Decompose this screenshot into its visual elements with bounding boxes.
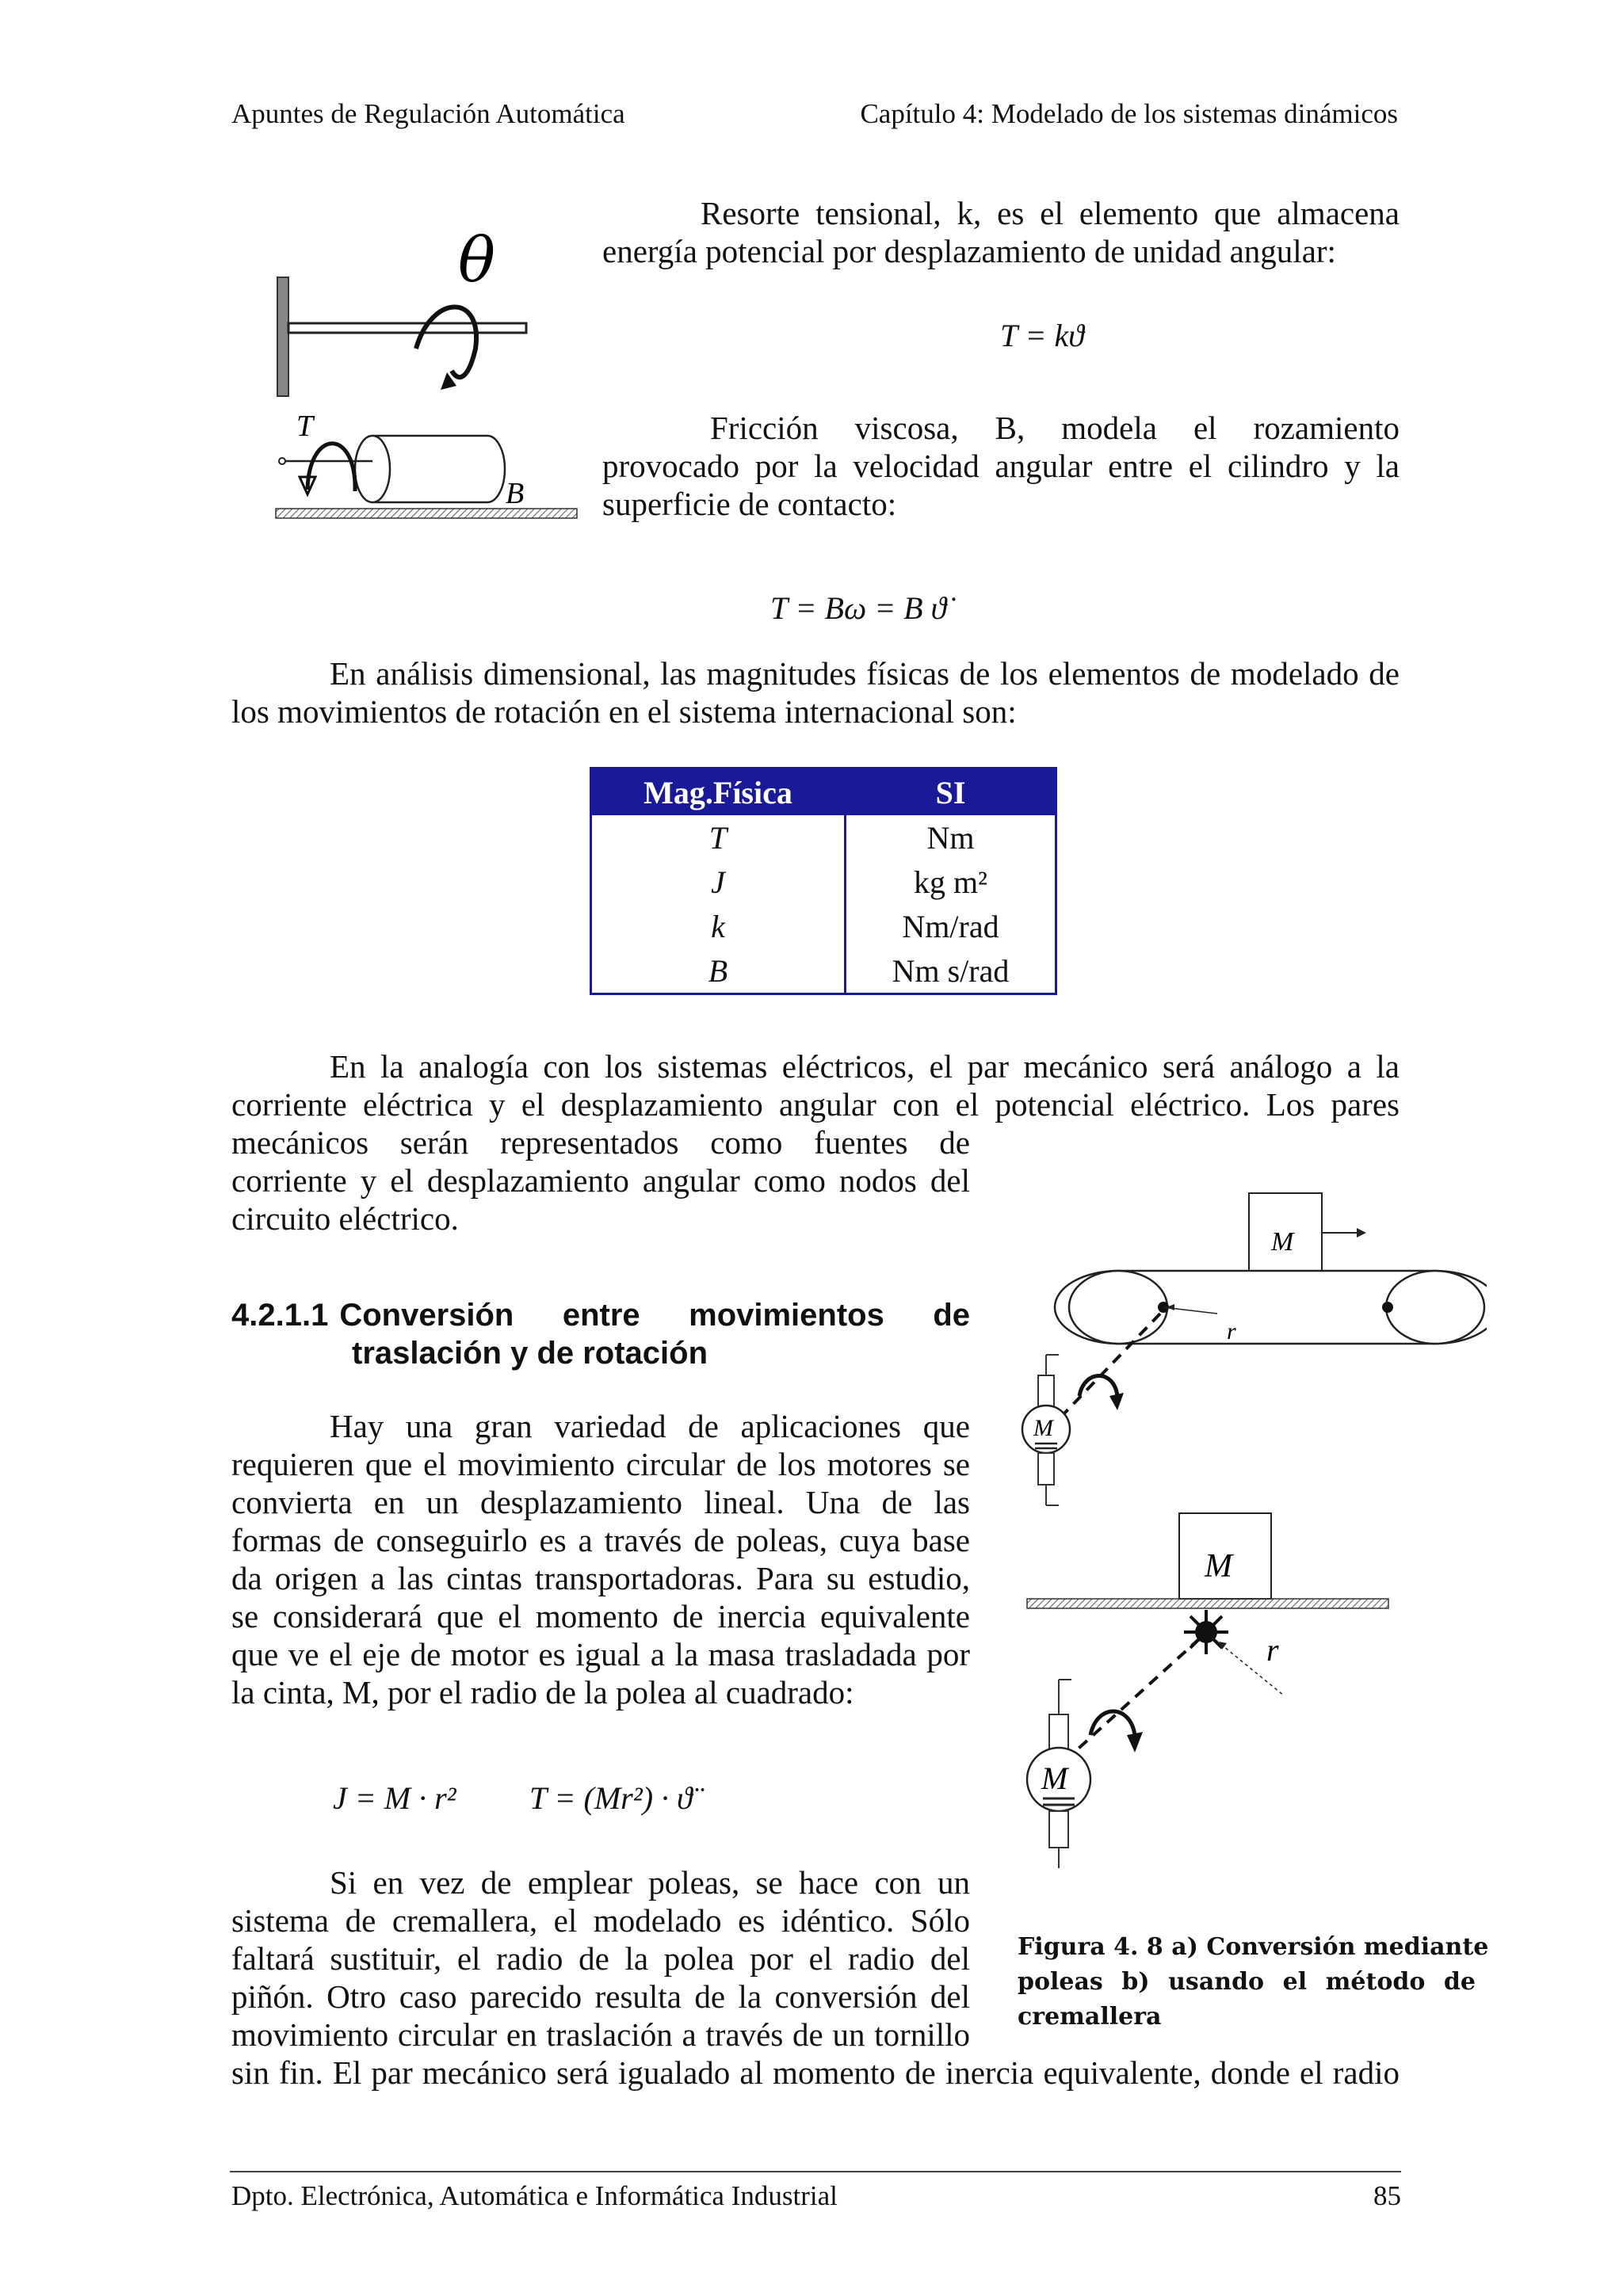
text-line: Fricción viscosa, B, modela el rozamiento <box>710 410 1400 446</box>
text-line: requieren que el movimiento circular de los motores se <box>231 1446 970 1482</box>
text-line: Si en vez de emplear poleas, se hace con un <box>330 1864 970 1901</box>
text-line: sin fin. El par mecánico será igualado al momento de inercia equivalente, donde el radio <box>231 2054 1400 2091</box>
motor-b-label: M <box>1041 1760 1068 1796</box>
text-line: energía potencial por desplazamiento de unidad angular: <box>602 233 1336 269</box>
unit-cell: Nm/rad <box>902 908 999 944</box>
motor-shaft-top-b <box>1049 1714 1068 1751</box>
caption-line: poleas b) usando el método de <box>1018 1968 1476 1996</box>
footer-department: Dpto. Electrónica, Automática e Informática Industrial <box>231 2180 838 2211</box>
running-header-left: Apuntes de Regulación Automática <box>231 98 625 129</box>
motor-shaft-bottom-b <box>1049 1811 1068 1848</box>
text-line: se considerará que el momento de inercia equivalente <box>231 1598 970 1634</box>
pulley-paragraph <box>231 1407 970 1711</box>
text-line: que ve el eje de motor es igual a la masa trasladada por <box>231 1636 970 1672</box>
text-line: los movimientos de rotación en el sistema internacional son: <box>231 693 1017 730</box>
cylinder-face <box>355 436 390 502</box>
caption-line: cremallera <box>1018 2003 1162 2031</box>
text-line: la cinta, M, por el radio de la polea al cuadrado: <box>231 1674 854 1711</box>
axle-end <box>279 458 285 464</box>
text-line: piñón. Otro caso parecido resulta de la conversión del <box>231 1978 970 2015</box>
text-line: superficie de contacto: <box>602 486 897 522</box>
friction-paragraph <box>602 409 1400 523</box>
dimensional-paragraph <box>231 654 1400 730</box>
text-line: convierta en un desplazamiento lineal. Una de las <box>231 1484 970 1520</box>
spring-paragraph <box>602 194 1400 270</box>
unit-cell: Nm s/rad <box>892 952 1010 989</box>
magnitude-cell: B <box>591 948 846 994</box>
text-line: movimiento circular en traslación a través de un tornillo <box>231 2016 970 2053</box>
table-header-row <box>591 769 1056 816</box>
friction-equation: T = Bω = B ϑ̇ <box>770 590 947 626</box>
torque-arc <box>307 444 355 491</box>
text-line: Hay una gran variedad de aplicaciones que <box>330 1408 970 1444</box>
section-heading-line <box>231 1296 970 1334</box>
cylinder-body <box>372 436 505 502</box>
rotational-elements-figure <box>262 230 594 531</box>
text-line: faltará sustituir, el radio de la polea por el radio del <box>231 1940 970 1977</box>
column-header: Mag.Física <box>591 769 846 816</box>
text-line: formas de conseguirlo es a través de poleas, cuya base <box>231 1522 970 1558</box>
motor-rotation-arrowhead-a <box>1109 1393 1124 1410</box>
inertia-equation: J = M · r² <box>333 1780 456 1816</box>
table-row <box>591 948 1056 994</box>
section-title: Conversión entre movimientos de <box>339 1298 970 1333</box>
pinion-radius-label: r <box>1266 1632 1279 1668</box>
unit-cell: Nm <box>926 819 975 856</box>
section-heading <box>231 1296 970 1372</box>
text-line: sistema de cremallera, el modelado es idéntico. Sólo <box>231 1902 970 1939</box>
theta-label: θ <box>458 230 495 296</box>
twist-arc <box>416 307 476 378</box>
running-header-right: Capítulo 4: Modelado de los sistemas dinámicos <box>860 98 1398 129</box>
caption-line: Figura 4. 8 a) Conversión mediante <box>1018 1933 1489 1961</box>
text-line: provocado por la velocidad angular entre el cilindro y la <box>602 448 1400 484</box>
magnitude-cell: T <box>591 815 846 860</box>
rack-mass-label: M <box>1205 1548 1232 1585</box>
ground <box>276 509 577 518</box>
wall <box>277 277 288 396</box>
page-number: 85 <box>1373 2180 1401 2211</box>
section-number: 4.2.1.1 <box>231 1298 329 1333</box>
conveyor-mass-label: M <box>1271 1227 1294 1257</box>
spring-shaft <box>288 323 526 333</box>
right-pulley <box>1386 1271 1484 1344</box>
text-line: Resorte tensional, k, es el elemento que almacena <box>701 195 1400 231</box>
right-pulley-axis <box>1382 1302 1393 1313</box>
text-line: mecánicos serán representados como fuentes de <box>231 1124 970 1161</box>
text-line: circuito eléctrico. <box>231 1200 459 1237</box>
column-header: SI <box>846 769 1056 816</box>
mass-motion-arrowhead <box>1357 1228 1366 1238</box>
magnitude-cell: k <box>591 904 846 948</box>
conversion-figure <box>1011 1188 1487 1870</box>
text-line: En análisis dimensional, las magnitudes físicas de los elementos de modelado de <box>330 655 1400 692</box>
unit-cell: kg m² <box>913 864 988 900</box>
figure-caption <box>1018 1930 1489 2035</box>
table-row <box>591 815 1056 860</box>
section-title-cont: traslación y de rotación <box>352 1336 708 1371</box>
footer-rule <box>230 2171 1401 2172</box>
rack-bar <box>1027 1599 1388 1608</box>
friction-label: B <box>506 477 525 510</box>
pulley-radius-label: r <box>1227 1318 1236 1344</box>
spring-equation: T = kϑ <box>1000 318 1084 353</box>
text-line: En la analogía con los sistemas eléctricos, el par mecánico será análogo a la <box>330 1048 1400 1085</box>
motor-shaft-bottom-a <box>1038 1453 1054 1485</box>
text-line: corriente y el desplazamiento angular como nodos del <box>231 1162 970 1199</box>
torque-label: T <box>296 410 314 443</box>
motor-rotation-arc-a <box>1079 1376 1117 1397</box>
magnitude-cell: J <box>591 860 846 904</box>
left-pulley <box>1069 1271 1167 1344</box>
text-line: corriente eléctrica y el desplazamiento angular con el potencial eléctrico. Los pares <box>231 1086 1400 1123</box>
torque-equation: T = (Mr²) · ϑ̈ <box>529 1780 693 1816</box>
motor-shaft-top-a <box>1038 1375 1054 1407</box>
table-row <box>591 904 1056 948</box>
table-row <box>591 860 1056 904</box>
motor-a-label: M <box>1033 1415 1053 1441</box>
motor-rotation-arrowhead-b <box>1127 1732 1143 1753</box>
text-line: da origen a las cintas transportadoras. Para su estudio, <box>231 1560 970 1596</box>
si-units-table <box>590 767 1057 995</box>
